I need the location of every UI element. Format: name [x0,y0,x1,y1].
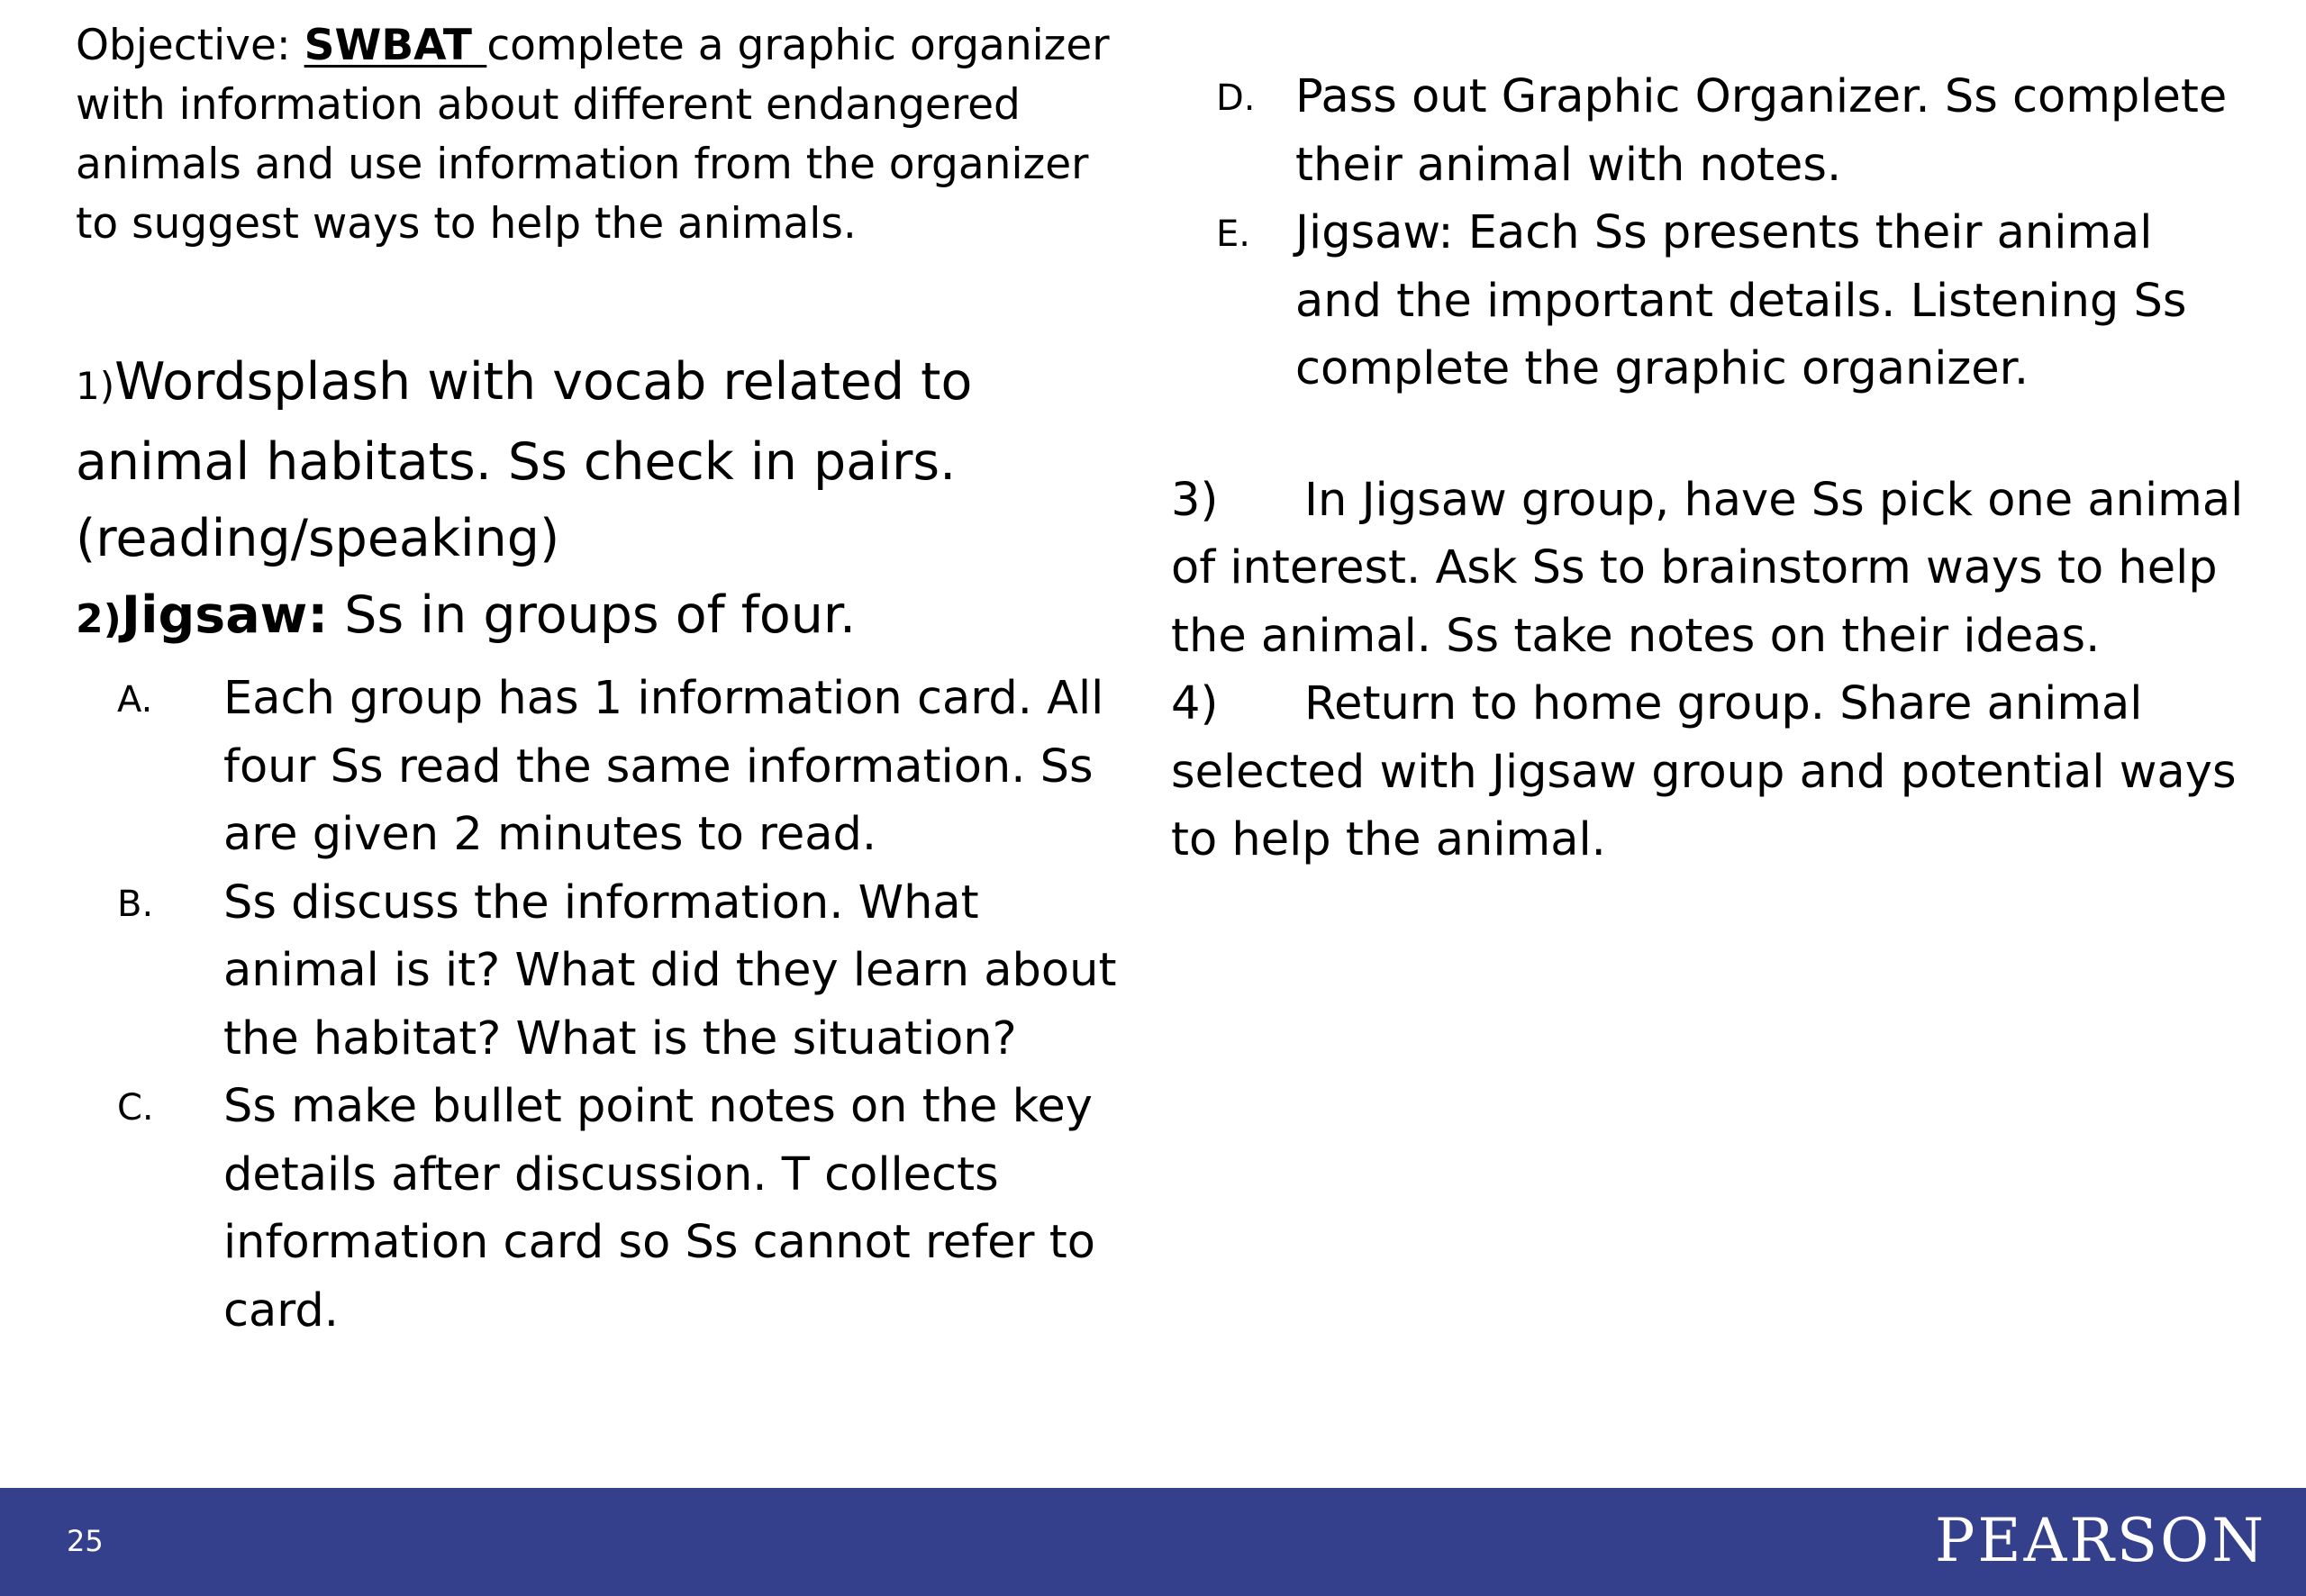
step-2-text: Ss in groups of four. [328,585,857,645]
left-column [76,16,1121,1345]
pearson-logo: PEARSON [1934,1506,2266,1575]
page-number: 25 [67,1524,104,1558]
step-2-list-left [76,665,1121,1345]
list-item-text: Ss make bullet point notes on the key details after discussion. T collects information card so Ss cannot refer to card. [223,1080,1095,1338]
objective-body: complete a graphic organizer with information about different endangered animals and use information from the organizer to suggest ways to help the animals. [76,21,1110,249]
list-item-text: Jigsaw: Each Ss presents their animal and the important details. Listening Ss complete the graphic organizer. [1295,206,2187,395]
objective-text [76,16,1121,254]
step-4-number: 4) [1171,677,1219,730]
step-3-number: 3) [1171,473,1219,527]
list-item-text: Pass out Graphic Organizer. Ss complete their animal with notes. [1295,70,2228,192]
step-3-text: In Jigsaw group, have Ss pick one animal of interest. Ask Ss to brainstorm ways to help the animal. Ss take notes on their ideas. [1171,473,2244,663]
list-item-letter: A. [117,679,153,721]
list-item [1171,199,2252,404]
step-1 [76,344,1121,577]
step-1-text: Wordsplash with vocab related to animal habitats. Ss check in pairs. (reading/speaking) [76,352,973,568]
list-item [76,869,1121,1074]
list-item-letter: D. [1216,77,1256,119]
objective-swbat: SWBAT [304,21,487,70]
list-item-text: Each group has 1 information card. All four Ss read the same information. Ss are given 2 minutes to read. [223,672,1104,861]
footer-bar [0,1488,2306,1596]
list-item-letter: C. [117,1087,154,1129]
step-2-list-right [1171,63,2252,404]
list-item-letter: E. [1216,213,1250,255]
step-1-number: 1) [76,364,115,408]
step-4 [1171,670,2252,875]
step-4-text: Return to home group. Share animal selected with Jigsaw group and potential ways to help the animal. [1171,677,2237,866]
list-item [76,1073,1121,1345]
list-item-letter: B. [117,883,154,925]
right-column [1171,63,2252,875]
step-2-title: Jigsaw: [121,585,329,645]
step-2-number: 2) [76,596,122,642]
list-item [1171,63,2252,199]
step-3 [1171,467,2252,671]
list-item [76,665,1121,869]
step-2-heading [76,577,1121,657]
objective-prefix: Objective: [76,21,304,70]
list-item-text: Ss discuss the information. What animal is it? What did they learn about the habitat? What is the situation? [223,875,1117,1066]
